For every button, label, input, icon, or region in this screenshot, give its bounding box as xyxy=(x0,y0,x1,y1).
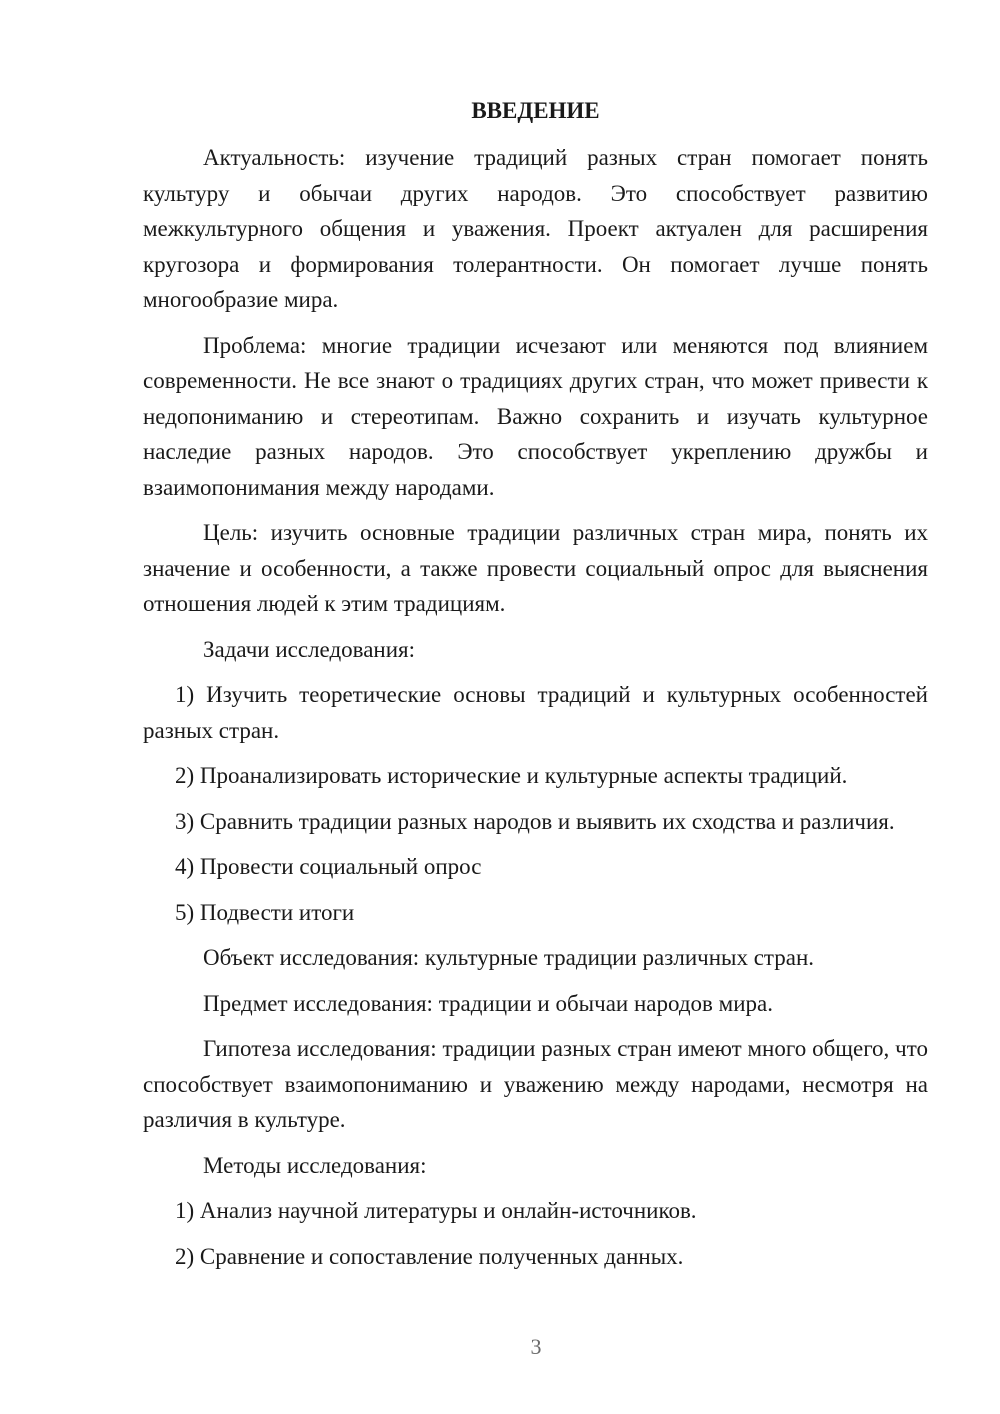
task-item-1: 1) Изучить теоретические основы традиций и культурных особенностей разных стран. xyxy=(143,682,928,743)
task-item-5: 5) Подвести итоги xyxy=(175,899,355,925)
page-number: 3 xyxy=(530,1334,542,1359)
method-item-1: 1) Анализ научной литературы и онлайн-источников. xyxy=(175,1198,697,1223)
research-hypothesis: Гипотеза исследования: традиции разных стран имеют много общего, что способствует взаимопониманию и уважению между народами, несмотря на различия в культуре. xyxy=(143,1036,928,1132)
page-title: ВВЕДЕНИЕ xyxy=(471,98,600,123)
method-item-2: 2) Сравнение и сопоставление полученных данных. xyxy=(175,1243,684,1269)
research-subject: Предмет исследования: традиции и обычаи народов мира. xyxy=(203,990,773,1016)
page-content xyxy=(143,94,928,1284)
tasks-heading: Задачи исследования: xyxy=(203,636,416,662)
task-item-4: 4) Провести социальный опрос xyxy=(175,854,482,879)
methods-heading: Методы исследования: xyxy=(203,1152,427,1178)
goal-paragraph: Цель: изучить основные традиции различных стран мира, понять их значение и особенности, а также провести социальный опрос для выяснения отношения людей к этим традициям. xyxy=(143,520,928,616)
research-object: Объект исследования: культурные традиции различных стран. xyxy=(203,945,815,970)
task-item-3: 3) Сравнить традиции разных народов и выявить их сходства и различия. xyxy=(175,808,895,834)
task-item-2: 2) Проанализировать исторические и культурные аспекты традиций. xyxy=(175,763,848,788)
relevance-paragraph: Актуальность: изучение традиций разных стран помогает понять культуру и обычаи других народов. Это способствует развитию межкультурного общения и уважения. Проект актуален для расширения кругозора и формирования толерантности. Он помогает лучше понять многообразие мира. xyxy=(143,145,928,312)
problem-paragraph: Проблема: многие традиции исчезают или меняются под влиянием современности. Не все знают о традициях других стран, что может привести к недопониманию и стереотипам. Важно сохранить и изучать культурное наследие разных народов. Это способствует укреплению дружбы и взаимопонимания между народами. xyxy=(143,332,928,500)
